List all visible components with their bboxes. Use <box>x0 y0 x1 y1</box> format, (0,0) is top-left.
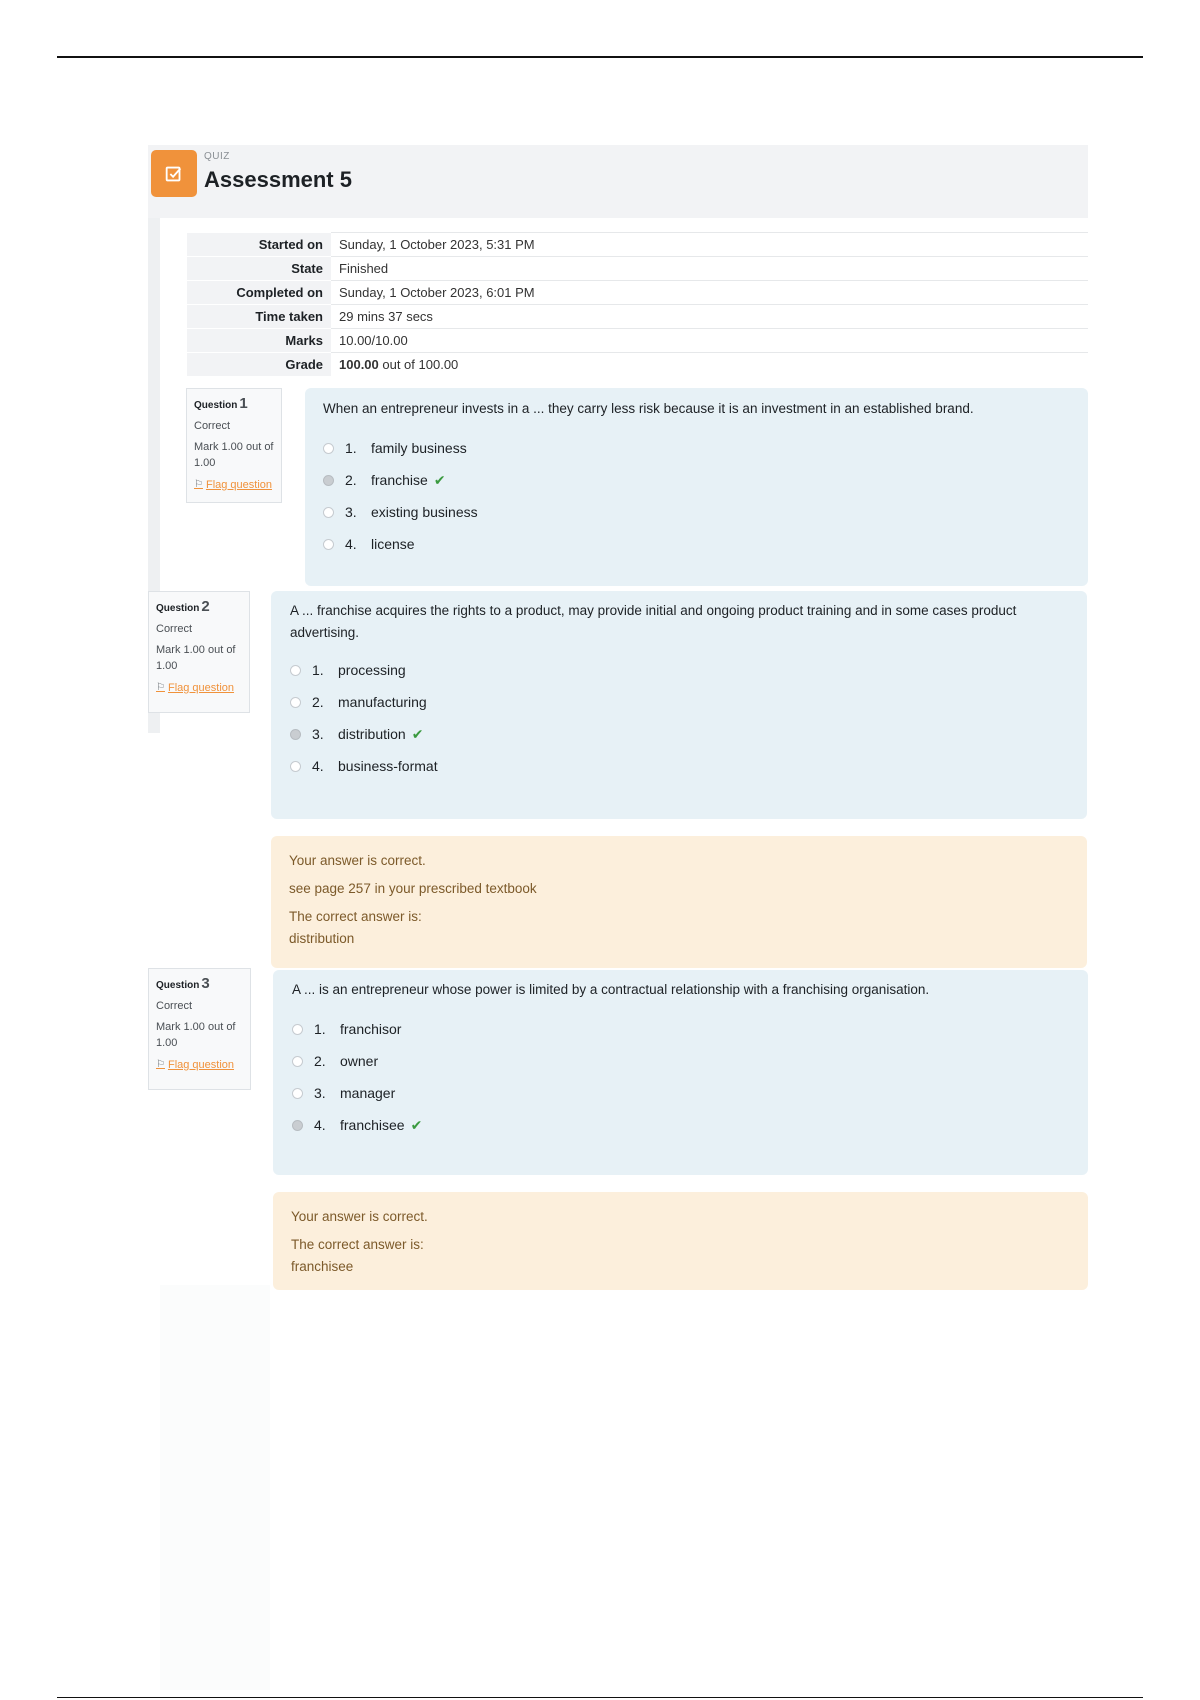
answer-number: 1. <box>314 1021 326 1037</box>
question-number: 2 <box>201 598 210 615</box>
grade-total: out of 100.00 <box>378 357 459 373</box>
answer-option[interactable] <box>290 750 1068 782</box>
correct-answer-label: The correct answer is: <box>291 1237 424 1252</box>
correct-answer-label: The correct answer is: <box>289 909 422 924</box>
question-info-3 <box>148 968 251 1090</box>
answer-radio[interactable] <box>292 1024 303 1035</box>
answer-radio[interactable] <box>290 697 301 708</box>
summary-row <box>187 329 1088 353</box>
correct-check-icon: ✔ <box>433 471 446 488</box>
answer-number: 4. <box>314 1117 326 1133</box>
answer-text: business-format <box>338 758 438 774</box>
correct-check-icon: ✔ <box>410 1116 423 1133</box>
question-content-3 <box>273 970 1088 1175</box>
answer-option[interactable] <box>323 496 1070 528</box>
answer-number: 1. <box>345 440 357 456</box>
answer-option[interactable] <box>290 654 1068 686</box>
quiz-review-screenshot <box>148 145 1088 1690</box>
flag-icon: ⚐ <box>194 479 203 490</box>
page-bottom-rule <box>57 1697 1143 1698</box>
question-content-1 <box>305 388 1088 586</box>
summary-value <box>331 353 1088 377</box>
question-text: A ... is an entrepreneur whose power is limited by a contractual relationship with a franchising organisation. <box>292 982 930 997</box>
summary-row <box>187 281 1088 305</box>
question-mark: Mark 1.00 out of 1.00 <box>156 1021 236 1049</box>
flag-icon: ⚐ <box>156 1059 165 1070</box>
page-title: Assessment 5 <box>204 167 352 192</box>
question-number: 1 <box>239 395 248 412</box>
answer-option[interactable] <box>323 528 1070 560</box>
summary-label: Started on <box>187 233 331 257</box>
summary-value: 10.00/10.00 <box>331 329 1088 353</box>
activity-type-label: QUIZ <box>204 151 230 162</box>
question-mark: Mark 1.00 out of 1.00 <box>194 441 274 469</box>
left-column-shade <box>160 1285 270 1690</box>
question-number: 3 <box>201 975 210 992</box>
summary-label: State <box>187 257 331 281</box>
question-info-2 <box>148 591 250 713</box>
feedback-result: Your answer is correct. <box>291 1209 428 1224</box>
answer-option[interactable] <box>292 1109 1069 1141</box>
summary-label: Grade <box>187 353 331 377</box>
answer-list <box>292 1013 1069 1141</box>
answer-number: 3. <box>312 726 324 742</box>
summary-label: Completed on <box>187 281 331 305</box>
summary-row <box>187 305 1088 329</box>
answer-radio[interactable] <box>323 539 334 550</box>
answer-text: license <box>371 536 415 552</box>
answer-radio[interactable] <box>323 507 334 518</box>
answer-radio[interactable] <box>323 475 334 486</box>
answer-list <box>290 654 1068 782</box>
summary-value: Sunday, 1 October 2023, 6:01 PM <box>331 281 1088 305</box>
answer-text: manager <box>340 1085 396 1101</box>
question-info-1 <box>186 388 282 503</box>
feedback-box-2 <box>271 836 1087 968</box>
correct-answer-value: franchisee <box>291 1259 354 1274</box>
answer-radio[interactable] <box>292 1056 303 1067</box>
question-text: A ... franchise acquires the rights to a product, may provide initial and ongoing product training and in some cases product advertising. <box>290 603 1017 640</box>
answer-number: 3. <box>314 1085 326 1101</box>
answer-radio[interactable] <box>292 1120 303 1131</box>
question-label: Question <box>194 400 238 411</box>
answer-number: 2. <box>345 472 357 488</box>
quiz-header <box>148 145 1088 218</box>
feedback-general: see page 257 in your prescribed textbook <box>289 881 537 896</box>
answer-radio[interactable] <box>323 443 334 454</box>
answer-text: family business <box>371 440 467 456</box>
attempt-summary-table <box>187 232 1088 377</box>
flag-question-label: Flag question <box>167 1059 235 1071</box>
answer-text: existing business <box>371 504 478 520</box>
answer-list <box>323 432 1070 560</box>
flag-icon: ⚐ <box>156 682 165 693</box>
answer-option[interactable] <box>323 464 1070 496</box>
summary-label: Time taken <box>187 305 331 329</box>
summary-value: 29 mins 37 secs <box>331 305 1088 329</box>
answer-number: 2. <box>314 1053 326 1069</box>
summary-label: Marks <box>187 329 331 353</box>
question-text: When an entrepreneur invests in a ... they carry less risk because it is an investment in an established brand. <box>323 401 974 416</box>
question-state: Correct <box>194 420 231 432</box>
answer-number: 1. <box>312 662 324 678</box>
flag-question-label: Flag question <box>167 682 235 694</box>
flag-question-label: Flag question <box>205 479 273 491</box>
feedback-box-3 <box>273 1192 1088 1290</box>
answer-option[interactable] <box>290 686 1068 718</box>
question-state: Correct <box>156 623 193 635</box>
answer-text: processing <box>338 662 406 678</box>
flag-question-link[interactable] <box>156 1057 250 1073</box>
summary-value: Finished <box>331 257 1088 281</box>
answer-option[interactable] <box>323 432 1070 464</box>
answer-number: 2. <box>312 694 324 710</box>
answer-option[interactable] <box>292 1045 1069 1077</box>
question-content-2 <box>271 591 1087 819</box>
question-state: Correct <box>156 1000 193 1012</box>
question-label: Question <box>156 603 200 614</box>
summary-value: Sunday, 1 October 2023, 5:31 PM <box>331 233 1088 257</box>
answer-text: distribution <box>338 726 406 742</box>
summary-row <box>187 353 1088 377</box>
summary-row <box>187 233 1088 257</box>
feedback-result: Your answer is correct. <box>289 853 426 868</box>
answer-radio[interactable] <box>290 665 301 676</box>
answer-radio[interactable] <box>290 761 301 772</box>
answer-number: 3. <box>345 504 357 520</box>
answer-radio[interactable] <box>290 729 301 740</box>
flag-question-link[interactable] <box>156 680 249 696</box>
answer-option[interactable] <box>292 1077 1069 1109</box>
page-top-rule <box>57 56 1143 58</box>
answer-text: manufacturing <box>338 694 427 710</box>
summary-row <box>187 257 1088 281</box>
answer-option[interactable] <box>292 1013 1069 1045</box>
answer-text: franchise <box>371 472 428 488</box>
answer-text: franchisee <box>340 1117 405 1133</box>
question-mark: Mark 1.00 out of 1.00 <box>156 644 236 672</box>
answer-number: 4. <box>312 758 324 774</box>
flag-question-link[interactable] <box>194 477 281 493</box>
answer-radio[interactable] <box>292 1088 303 1099</box>
correct-answer-value: distribution <box>289 931 355 946</box>
answer-option[interactable] <box>290 718 1068 750</box>
answer-text: franchisor <box>340 1021 402 1037</box>
answer-text: owner <box>340 1053 379 1069</box>
grade-value: 100.00 <box>339 357 379 373</box>
correct-check-icon: ✔ <box>411 725 424 742</box>
question-label: Question <box>156 980 200 991</box>
quiz-icon <box>151 150 197 197</box>
answer-number: 4. <box>345 536 357 552</box>
